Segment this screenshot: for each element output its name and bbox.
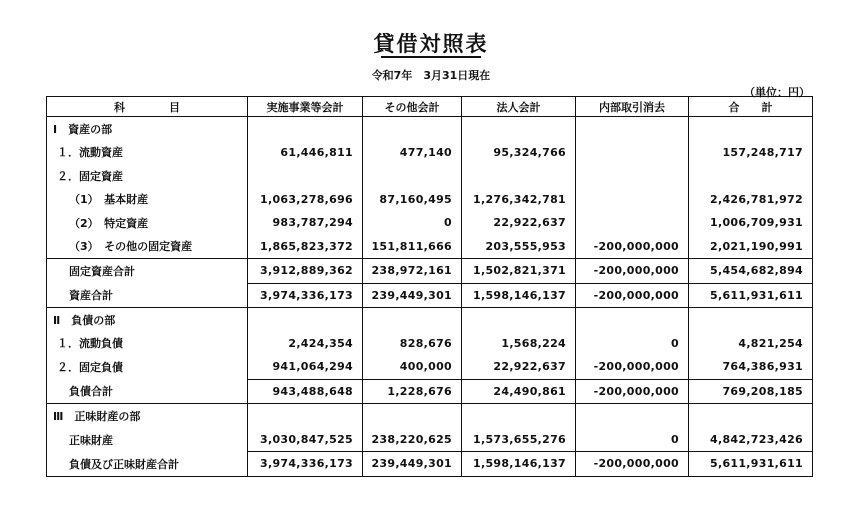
row-label: ２．固定負債 (47, 355, 248, 379)
cell: 941,064,294 (248, 355, 363, 379)
cell: 1,865,823,372 (248, 235, 363, 259)
row-label: 負債合計 (47, 379, 248, 404)
cell (576, 188, 689, 212)
cell: 5,454,682,894 (689, 259, 813, 284)
table-row (47, 117, 813, 141)
table-row (47, 164, 813, 188)
cell: 764,386,931 (689, 355, 813, 379)
cell: 1,228,676 (363, 379, 462, 404)
cell (576, 164, 689, 188)
cell: 5,611,931,611 (689, 283, 813, 308)
cell: 0 (576, 332, 689, 356)
section-row (47, 404, 813, 428)
cell: 87,160,495 (363, 188, 462, 212)
row-label: 固定資産合計 (47, 259, 248, 284)
cell: 22,922,637 (462, 355, 576, 379)
cell (363, 117, 462, 141)
cell (576, 117, 689, 141)
header-total: 合 計 (689, 97, 813, 117)
cell: 238,972,161 (363, 259, 462, 284)
cell: 95,324,766 (462, 141, 576, 165)
cell (248, 308, 363, 332)
cell: 61,446,811 (248, 141, 363, 165)
cell (689, 117, 813, 141)
cell: 1,006,709,931 (689, 211, 813, 235)
cell: 828,676 (363, 332, 462, 356)
cell: 1,502,821,371 (462, 259, 576, 284)
row-label: Ⅰ 資産の部 (47, 117, 248, 141)
cell: 157,248,717 (689, 141, 813, 165)
header-corporate-account: 法人会計 (462, 97, 576, 117)
cell (462, 117, 576, 141)
row-label: Ⅲ 正味財産の部 (47, 404, 248, 428)
header-internal-elimination: 内部取引消去 (576, 97, 689, 117)
row-label: 負債及び正味財産合計 (47, 452, 248, 477)
cell: 477,140 (363, 141, 462, 165)
cell (248, 404, 363, 428)
cell: 0 (576, 428, 689, 452)
cell: 943,488,648 (248, 379, 363, 404)
section-row (47, 308, 813, 332)
cell: 2,021,190,991 (689, 235, 813, 259)
cell (689, 404, 813, 428)
cell: 1,568,224 (462, 332, 576, 356)
cell (462, 404, 576, 428)
cell: 1,276,342,781 (462, 188, 576, 212)
cell (576, 404, 689, 428)
balance-sheet-table (46, 96, 813, 477)
cell: -200,000,000 (576, 379, 689, 404)
cell: -200,000,000 (576, 235, 689, 259)
row-label: 正味財産 (47, 428, 248, 452)
header-account: 科 目 (47, 97, 248, 117)
cell: 239,449,301 (363, 452, 462, 477)
table-row (47, 332, 813, 356)
header-other-account: その他会計 (363, 97, 462, 117)
cell: 24,490,861 (462, 379, 576, 404)
cell: 238,220,625 (363, 428, 462, 452)
cell: 151,811,666 (363, 235, 462, 259)
table-row (47, 211, 813, 235)
cell: 4,821,254 (689, 332, 813, 356)
cell: 1,598,146,137 (462, 283, 576, 308)
row-label: 資産合計 (47, 283, 248, 308)
cell (363, 164, 462, 188)
cell: 2,424,354 (248, 332, 363, 356)
cell (248, 164, 363, 188)
cell (363, 404, 462, 428)
cell: 5,611,931,611 (689, 452, 813, 477)
document-title: 貸借対照表 (373, 32, 489, 56)
cell: 4,842,723,426 (689, 428, 813, 452)
cell: -200,000,000 (576, 259, 689, 284)
row-label: １．流動資産 (47, 141, 248, 165)
table-row (47, 188, 813, 212)
table-row (47, 355, 813, 379)
cell (576, 141, 689, 165)
row-label: Ⅱ 負債の部 (47, 308, 248, 332)
row-label: （1） 基本財産 (47, 188, 248, 212)
cell: 1,063,278,696 (248, 188, 363, 212)
cell: 3,974,336,173 (248, 452, 363, 477)
cell: 3,974,336,173 (248, 283, 363, 308)
table-row (47, 141, 813, 165)
cell: -200,000,000 (576, 452, 689, 477)
cell: 1,573,655,276 (462, 428, 576, 452)
cell: -200,000,000 (576, 355, 689, 379)
cell: 983,787,294 (248, 211, 363, 235)
grand-total-row (47, 452, 813, 477)
cell: 239,449,301 (363, 283, 462, 308)
cell (462, 164, 576, 188)
total-row (47, 283, 813, 308)
header-row (47, 97, 813, 117)
row-label: １．流動負債 (47, 332, 248, 356)
cell: -200,000,000 (576, 283, 689, 308)
cell (462, 308, 576, 332)
header-program-account: 実施事業等会計 (248, 97, 363, 117)
cell: 203,555,953 (462, 235, 576, 259)
cell (576, 211, 689, 235)
subtotal-row (47, 259, 813, 284)
total-row (47, 379, 813, 404)
cell (363, 308, 462, 332)
row-label: （3） その他の固定資産 (47, 235, 248, 259)
cell (576, 308, 689, 332)
cell (689, 308, 813, 332)
report-date: 令和7年 3月31日現在 (371, 69, 491, 82)
title-underline (381, 56, 481, 58)
row-label: （2） 特定資産 (47, 211, 248, 235)
cell: 1,598,146,137 (462, 452, 576, 477)
cell (248, 117, 363, 141)
cell: 3,030,847,525 (248, 428, 363, 452)
cell: 22,922,637 (462, 211, 576, 235)
cell: 400,000 (363, 355, 462, 379)
cell: 769,208,185 (689, 379, 813, 404)
table-row (47, 235, 813, 259)
unit-label: （単位：円） (744, 86, 810, 99)
table-row (47, 428, 813, 452)
row-label: ２．固定資産 (47, 164, 248, 188)
cell: 0 (363, 211, 462, 235)
cell: 3,912,889,362 (248, 259, 363, 284)
cell: 2,426,781,972 (689, 188, 813, 212)
cell (689, 164, 813, 188)
